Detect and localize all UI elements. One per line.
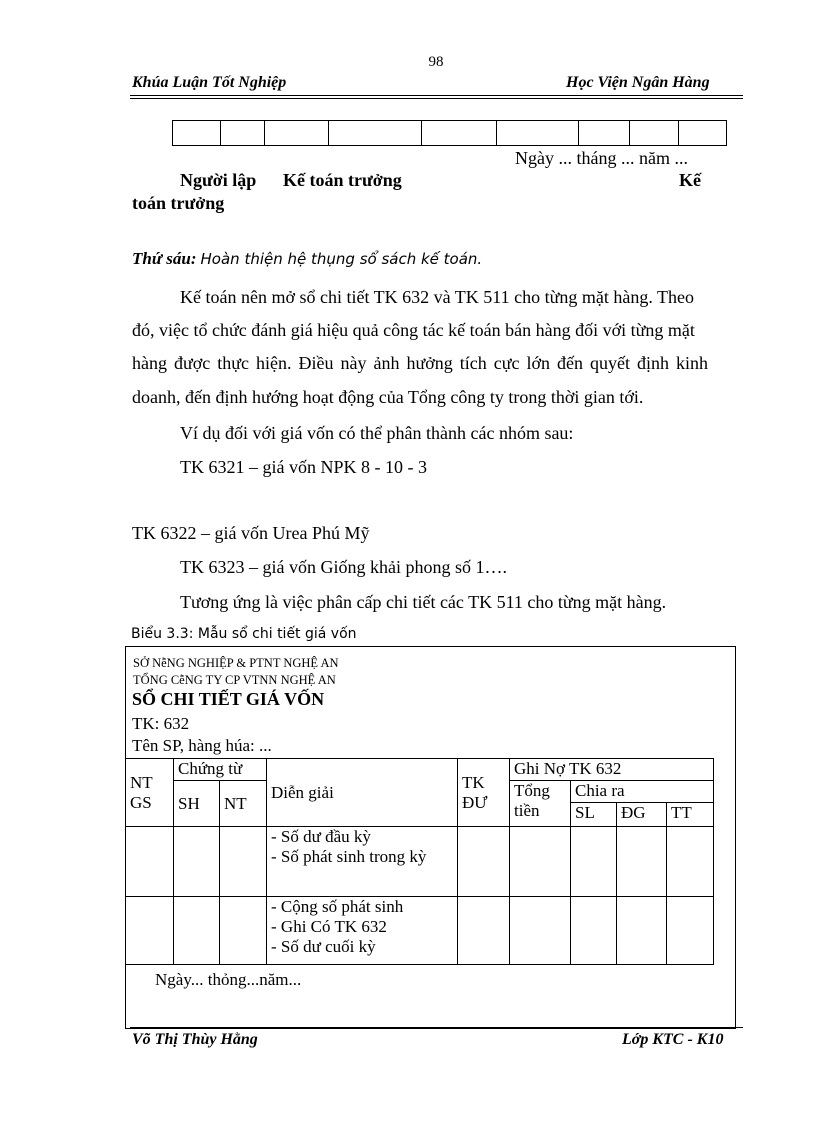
col-chia-ra: Chia ra bbox=[571, 781, 714, 803]
form-org-department: SỞ NễNG NGHIỆP & PTNT NGHỆ AN bbox=[133, 656, 339, 670]
col-dien-giai: Diễn giải bbox=[267, 759, 458, 827]
footer-class: Lớp KTC - K10 bbox=[622, 1031, 724, 1048]
paragraph-line: hàng được thực hiện. Điều này ảnh hưởng tích cực lớn đến quyết định kinh bbox=[132, 353, 708, 373]
col-dg: ĐG bbox=[617, 803, 667, 827]
page-number: 98 bbox=[428, 54, 444, 70]
form-org-company: TỔNG CễNG TY CP VTNN NGHỆ AN bbox=[133, 673, 336, 687]
section-label: Thứ sáu: bbox=[132, 249, 197, 268]
footer-divider bbox=[130, 1027, 743, 1028]
row-opening-cell: - Số dư đầu kỳ - Số phát sinh trong kỳ bbox=[267, 827, 458, 897]
ledger-table bbox=[125, 758, 714, 965]
col-ntgs: NT GS bbox=[126, 759, 174, 827]
paragraph-line: đó, việc tổ chức đánh giá hiệu quả công tác kế toán bán hàng đối với từng mặt bbox=[132, 320, 695, 340]
paragraph-line: Kế toán nên mở sổ chi tiết TK 632 và TK 511 cho từng mặt hàng. Theo bbox=[180, 287, 695, 307]
table-row bbox=[126, 897, 714, 965]
signature-date-line: Ngày ... tháng ... năm ... bbox=[515, 148, 688, 168]
paragraph-line: doanh, đến định hướng hoạt động của Tổng công ty trong thời gian tới. bbox=[132, 387, 644, 407]
col-tt: TT bbox=[667, 803, 714, 827]
section-heading bbox=[132, 249, 482, 269]
row-closing-cell: - Cộng số phát sinh - Ghi Có TK 632 - Số dư cuối kỳ bbox=[267, 897, 458, 965]
signature-preparer: Người lập bbox=[180, 170, 257, 190]
form-title: SỔ CHI TIẾT GIÁ VỐN bbox=[132, 689, 325, 709]
footer-author: Võ Thị Thùy Hằng bbox=[132, 1031, 258, 1048]
col-ghi-no: Ghi Nợ TK 632 bbox=[510, 759, 714, 781]
form-account: TK: 632 bbox=[132, 714, 190, 733]
example-line: Ví dụ đối với giá vốn có thể phân thành các nhóm sau: bbox=[180, 423, 574, 443]
header-thesis-title: Khúa Luận Tốt Nghiệp bbox=[132, 74, 287, 91]
col-nt: NT bbox=[220, 781, 267, 827]
form-product: Tên SP, hàng húa: ... bbox=[132, 736, 272, 755]
header-divider bbox=[130, 95, 743, 99]
correspond-line: Tương ứng là việc phân cấp chi tiết các TK 511 cho từng mặt hàng. bbox=[180, 592, 667, 612]
signature-third-part1: Kế bbox=[679, 170, 701, 190]
tk6323-line: TK 6323 – giá vốn Giống khải phong số 1…. bbox=[180, 557, 507, 577]
top-table-remnant bbox=[172, 120, 727, 146]
section-title: Hoàn thiện hệ thụng sổ sách kế toán. bbox=[200, 250, 483, 268]
header-institution: Học Viện Ngân Hàng bbox=[566, 74, 710, 91]
col-chung-tu: Chứng từ bbox=[174, 759, 267, 781]
tk6322-line: TK 6322 – giá vốn Urea Phú Mỹ bbox=[132, 523, 370, 543]
signature-chief-accountant: Kế toán trưởng bbox=[283, 170, 402, 190]
signature-third-part2: toán trưởng bbox=[132, 193, 225, 213]
table-row bbox=[126, 827, 714, 897]
tk6321-line: TK 6321 – giá vốn NPK 8 - 10 - 3 bbox=[180, 457, 427, 477]
col-sh: SH bbox=[174, 781, 220, 827]
col-tk-du: TK ĐƯ bbox=[458, 759, 510, 827]
form-date-footer: Ngày... thỏng...năm... bbox=[155, 970, 302, 989]
col-sl: SL bbox=[571, 803, 617, 827]
col-tong-tien: Tổng tiền bbox=[510, 781, 571, 827]
figure-caption: Biểu 3.3: Mẫu sổ chi tiết giá vốn bbox=[131, 626, 357, 642]
